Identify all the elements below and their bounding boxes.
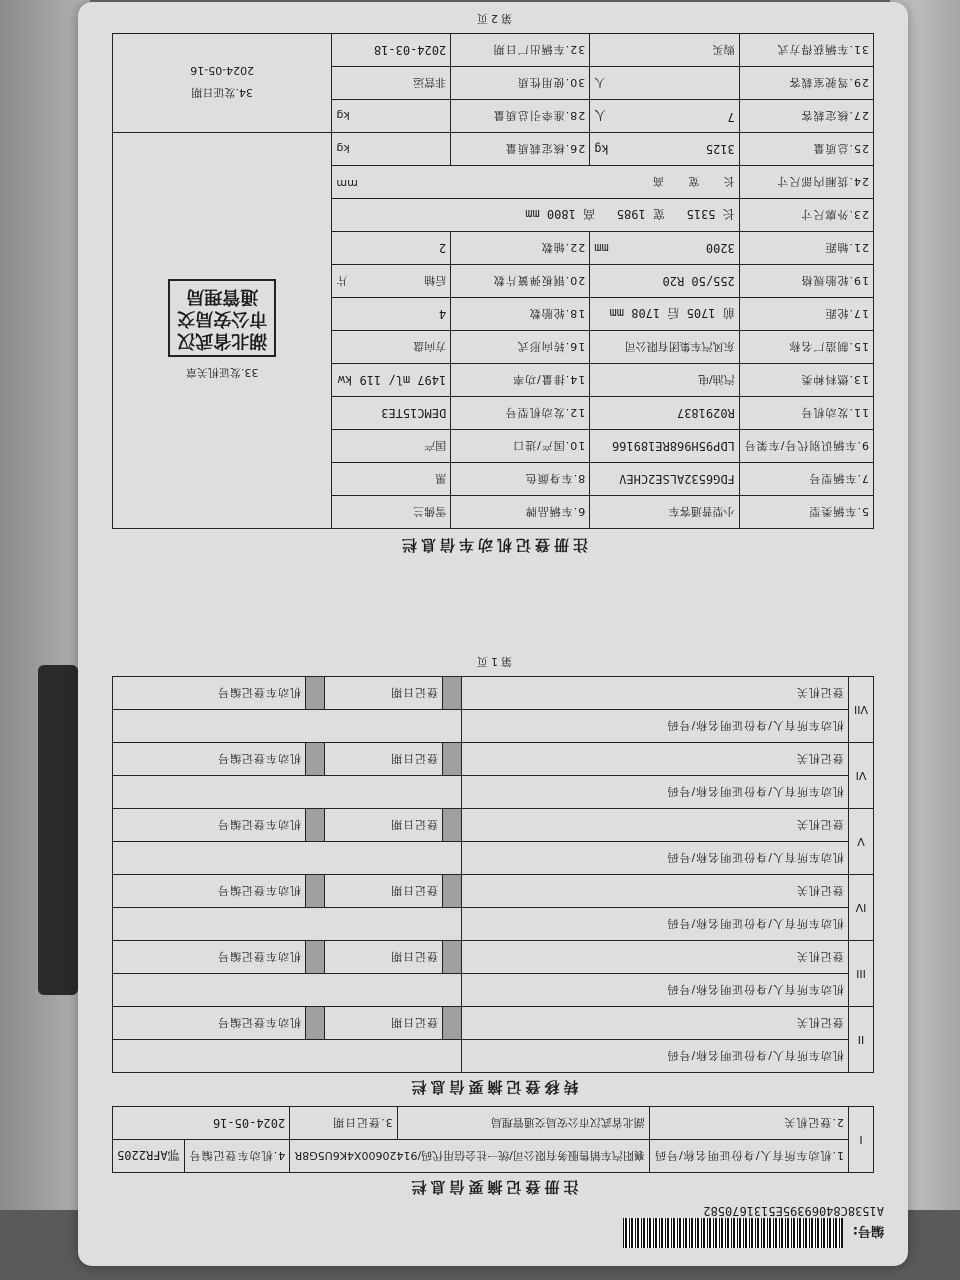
- authority-label: 2.登记机关: [649, 1107, 848, 1140]
- desk-background-left: [0, 0, 90, 1280]
- authority-label: 登记机关: [461, 743, 848, 776]
- vehicle-type-value: 小型普通客车: [590, 496, 740, 529]
- date-label: 登记日期: [324, 875, 442, 908]
- authority-value: [443, 809, 462, 842]
- wheelbase-unit: mm: [594, 241, 609, 255]
- engine-number-value: R0291837: [590, 397, 740, 430]
- rated-load-label: 26.核定载质量: [451, 133, 590, 166]
- leaf-spring-axle: 后轴: [424, 274, 447, 287]
- authority-value: [443, 1007, 462, 1040]
- date-label: 登记日期: [324, 1007, 442, 1040]
- owner-label: 机动车所有人/身份证明名称/号码: [461, 842, 848, 875]
- cab-passengers-unit: 人: [594, 76, 606, 89]
- owner-value: [113, 974, 462, 1007]
- registration-certificate-paper: [78, 2, 908, 1266]
- owner-value: [113, 908, 462, 941]
- vin-label: 9.车辆识别代号/车架号: [739, 430, 873, 463]
- authority-value: [443, 677, 462, 710]
- rated-passengers-unit: 人: [594, 108, 607, 123]
- total-mass-unit: kg: [594, 142, 609, 156]
- track-rear-label: 后: [667, 306, 680, 321]
- engine-number-label: 11.发动机号: [739, 397, 873, 430]
- engine-model-value: DEMC15TE3: [332, 397, 451, 430]
- cargo-width-label: 宽: [688, 175, 700, 188]
- date-label: 登记日期: [324, 941, 442, 974]
- registration-summary-title: 注册登记摘要信息栏: [407, 1178, 579, 1196]
- outer-width-label: 宽: [652, 207, 665, 222]
- date-value: 2024-05-16: [113, 1107, 290, 1140]
- outer-dimensions-value: [332, 199, 739, 232]
- track-front-value: 1705: [686, 306, 716, 321]
- outer-height-value: 1800: [546, 207, 576, 222]
- track-front-label: 前: [722, 306, 735, 321]
- authority-value: [443, 743, 462, 776]
- steering-value: 方向盘: [332, 331, 451, 364]
- row-num: I: [849, 1107, 874, 1173]
- issuer-seal-label: 33.发证机关章: [185, 366, 259, 380]
- authority-label: 登记机关: [461, 809, 848, 842]
- plate-label: 机动车登记编号: [113, 875, 306, 908]
- plate-label: 机动车登记编号: [113, 1007, 306, 1040]
- fuel-type-value: 汽油/电: [590, 364, 740, 397]
- issue-date-label: 34.发证日期: [191, 86, 253, 100]
- cab-passengers-value: [590, 67, 740, 100]
- plate-label: 4.机动车登记编号: [184, 1140, 290, 1173]
- wheelbase-label: 21.轴距: [739, 232, 873, 265]
- usage-nature-label: 30.使用性质: [451, 67, 590, 100]
- authority-stamp: 湖北省武汉市公安局交通管理局: [168, 280, 276, 358]
- owner-value: [113, 842, 462, 875]
- authority-label: 登记机关: [461, 875, 848, 908]
- cargo-length-label: 长: [723, 175, 735, 188]
- rated-load-value: [332, 133, 451, 166]
- axle-count-label: 22.轴数: [451, 232, 590, 265]
- displacement-power-value: [332, 364, 451, 397]
- factory-date-label: 32.车辆出厂日期: [451, 34, 590, 67]
- outer-height-label: 高: [583, 207, 596, 222]
- vehicle-model-label: 7.车辆型号: [739, 463, 873, 496]
- usage-nature-value: 非营运: [332, 67, 451, 100]
- owner-label: 机动车所有人/身份证明名称/号码: [461, 908, 848, 941]
- transfer-summary-table: [112, 676, 874, 1073]
- binder-clip: [38, 665, 78, 995]
- leaf-spring-unit: 片: [336, 274, 348, 287]
- owner-value: 襄阳汽车销售服务有限公司/统一社会信用代码/91420600X4K6U5G8R: [290, 1140, 650, 1173]
- row-num: VI: [849, 743, 874, 809]
- page-2-number: 第2页: [474, 12, 512, 25]
- date-value: [306, 809, 325, 842]
- vehicle-brand-value: 雪佛兰: [332, 496, 451, 529]
- track-unit: mm: [609, 306, 625, 321]
- cargo-height-label: 高: [652, 175, 664, 188]
- date-label: 登记日期: [324, 743, 442, 776]
- owner-label: 1.机动车所有人/身份证明名称/号码: [649, 1140, 848, 1173]
- outer-length-label: 长: [722, 207, 735, 222]
- acquisition-method-label: 31.车辆获得方式: [739, 34, 873, 67]
- power-value: 119: [359, 373, 382, 387]
- stamp-area: [113, 133, 332, 529]
- track-label: 17.轮距: [739, 298, 873, 331]
- tire-spec-value: 255/50 R20: [590, 265, 740, 298]
- date-value: [306, 743, 325, 776]
- wheelbase-number: 3200: [705, 241, 735, 255]
- authority-value: 湖北省武汉市公安局交通管理局: [397, 1107, 649, 1140]
- authority-label: 登记机关: [461, 941, 848, 974]
- plate-label: 机动车登记编号: [113, 677, 306, 710]
- plate-label: 机动车登记编号: [113, 743, 306, 776]
- owner-value: [113, 1040, 462, 1073]
- towing-mass-label: 28.准牵引总质量: [451, 100, 590, 133]
- row-num: VII: [849, 677, 874, 743]
- plate-value: 鄂AFR2205: [113, 1140, 185, 1173]
- vehicle-type-label: 5.车辆类型: [739, 496, 873, 529]
- engine-model-label: 12.发动机型号: [451, 397, 590, 430]
- page-1-number: 第1页: [474, 655, 512, 668]
- body-color-value: 黑: [332, 463, 451, 496]
- displacement-unit: ml/: [388, 373, 411, 387]
- date-label: 登记日期: [324, 809, 442, 842]
- total-mass-value: [590, 133, 740, 166]
- total-mass-label: 25.总质量: [739, 133, 873, 166]
- date-value: [306, 677, 325, 710]
- authority-label: 登记机关: [461, 1007, 848, 1040]
- outer-dimensions-unit: mm: [525, 207, 540, 222]
- vehicle-brand-label: 6.车辆品牌: [451, 496, 590, 529]
- owner-label: 机动车所有人/身份证明名称/号码: [461, 710, 848, 743]
- authority-value: [443, 941, 462, 974]
- manufacturer-value: 东风汽车集团有限公司: [590, 331, 740, 364]
- vehicle-model-value: FDG6532ALSE2CHEV: [590, 463, 740, 496]
- vehicle-info-title: 注册登记机动车信息栏: [398, 536, 589, 554]
- vin-value: LDP95H968RE189166: [590, 430, 740, 463]
- origin-label: 10.国产/进口: [451, 430, 590, 463]
- page-1: [112, 654, 884, 1248]
- rated-load-unit: kg: [336, 142, 350, 156]
- registration-summary-table: [112, 1106, 874, 1173]
- cab-passengers-label: 29.驾驶室载客: [739, 67, 873, 100]
- outer-dimensions-label: 23.外廓尺寸: [739, 199, 873, 232]
- owner-value: [113, 776, 462, 809]
- row-num: III: [849, 941, 874, 1007]
- total-mass-number: 3125: [705, 142, 735, 156]
- plate-label: 机动车登记编号: [113, 809, 306, 842]
- vehicle-info-table: [112, 33, 874, 529]
- owner-label: 机动车所有人/身份证明名称/号码: [461, 776, 848, 809]
- owner-label: 机动车所有人/身份证明名称/号码: [461, 974, 848, 1007]
- acquisition-method-value: 购买: [590, 34, 740, 67]
- wheelbase-value: [590, 232, 740, 265]
- leaf-spring-value: [332, 265, 451, 298]
- row-num: II: [849, 1007, 874, 1073]
- manufacturer-label: 15.制造厂名称: [739, 331, 873, 364]
- barcode: [623, 1218, 843, 1248]
- doc-number-code: A1538C84069395E5131670582: [703, 1204, 884, 1218]
- plate-label: 机动车登记编号: [113, 941, 306, 974]
- owner-value: [113, 710, 462, 743]
- track-value: [590, 298, 740, 331]
- towing-mass-value: [332, 100, 451, 133]
- row-num: V: [849, 809, 874, 875]
- document-content-rotated: [78, 2, 908, 1266]
- outer-length-value: 5315: [686, 207, 716, 222]
- rated-passengers-value: [590, 100, 740, 133]
- towing-mass-unit: kg: [336, 109, 350, 123]
- rated-passengers-label: 27.核定载客: [739, 100, 873, 133]
- date-value: [306, 1007, 325, 1040]
- power-unit: kw: [337, 373, 353, 387]
- row-num: IV: [849, 875, 874, 941]
- axle-count-value: 2: [332, 232, 451, 265]
- track-rear-value: 1708: [631, 306, 661, 321]
- page-2: [112, 11, 874, 556]
- issue-date-area: [113, 34, 332, 133]
- origin-value: 国产: [332, 430, 451, 463]
- issue-date-value: 2024-05-16: [190, 64, 255, 78]
- authority-label: 登记机关: [461, 677, 848, 710]
- tire-count-value: 4: [332, 298, 451, 331]
- cargo-dimensions-value: [332, 166, 739, 199]
- outer-width-value: 1985: [616, 207, 646, 222]
- body-color-label: 8.车身颜色: [451, 463, 590, 496]
- factory-date-value: 2024-03-18: [332, 34, 451, 67]
- date-value: [306, 941, 325, 974]
- rated-passengers-number: 7: [727, 110, 735, 125]
- cargo-dimensions-label: 24.货厢内部尺寸: [739, 166, 873, 199]
- fuel-type-label: 13.燃料种类: [739, 364, 873, 397]
- doc-number-row: [112, 1218, 884, 1248]
- cargo-dimensions-unit: mm: [336, 177, 358, 190]
- transfer-summary-title: 转移登记摘要信息栏: [407, 1078, 579, 1096]
- owner-label: 机动车所有人/身份证明名称/号码: [461, 1040, 848, 1073]
- leaf-spring-label: 20.钢板弹簧片数: [451, 265, 590, 298]
- tire-count-label: 18.轮胎数: [451, 298, 590, 331]
- date-label: 登记日期: [324, 677, 442, 710]
- steering-label: 16.转向形式: [451, 331, 590, 364]
- displacement-value: 1497: [417, 373, 447, 387]
- tire-spec-label: 19.轮胎规格: [739, 265, 873, 298]
- displacement-power-label: 14.排量/功率: [451, 364, 590, 397]
- doc-number-label: 编号:: [852, 1223, 884, 1239]
- authority-value: [443, 875, 462, 908]
- date-label: 3.登记日期: [290, 1107, 398, 1140]
- date-value: [306, 875, 325, 908]
